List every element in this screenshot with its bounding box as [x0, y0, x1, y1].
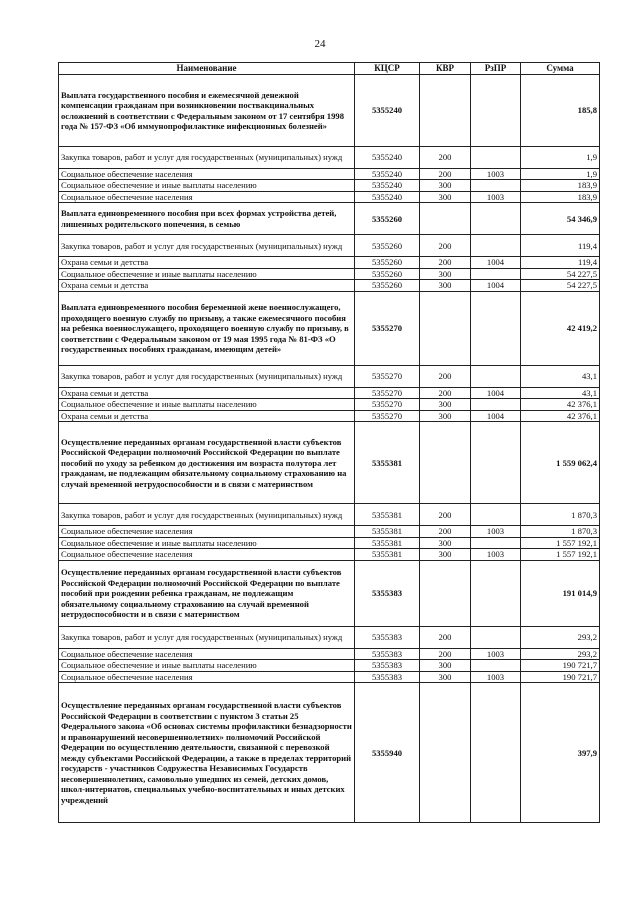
cell-rzpr [471, 660, 521, 671]
table-body [59, 75, 600, 823]
cell-kcsr: 5355383 [355, 671, 420, 682]
table-row [59, 660, 600, 671]
cell-rzpr: 1003 [471, 191, 521, 202]
cell-kcsr: 5355270 [355, 410, 420, 421]
cell-rzpr [471, 203, 521, 235]
table-row-section [59, 291, 600, 365]
cell-kcsr: 5355381 [355, 549, 420, 560]
table-row-section [59, 683, 600, 823]
cell-kcsr: 5355381 [355, 537, 420, 548]
cell-kvr: 200 [420, 365, 471, 387]
cell-kvr: 300 [420, 191, 471, 202]
cell-sum: 190 721,7 [521, 671, 600, 682]
cell-kcsr: 5355270 [355, 291, 420, 365]
cell-kvr: 300 [420, 671, 471, 682]
header-name: Наименование [59, 63, 355, 75]
cell-sum: 1,9 [521, 169, 600, 180]
cell-kvr [420, 203, 471, 235]
table-row [59, 537, 600, 548]
table-row [59, 235, 600, 257]
cell-name: Социальное обеспечение и иные выплаты населению [59, 660, 355, 671]
cell-sum: 54 346,9 [521, 203, 600, 235]
table-row-section [59, 422, 600, 504]
cell-sum: 191 014,9 [521, 560, 600, 626]
cell-kvr [420, 291, 471, 365]
table-row [59, 257, 600, 268]
cell-sum: 119,4 [521, 257, 600, 268]
cell-kvr: 300 [420, 180, 471, 191]
cell-rzpr: 1003 [471, 549, 521, 560]
cell-rzpr: 1003 [471, 648, 521, 659]
cell-rzpr [471, 560, 521, 626]
cell-sum: 293,2 [521, 648, 600, 659]
cell-kvr: 300 [420, 280, 471, 291]
cell-kcsr: 5355260 [355, 280, 420, 291]
cell-name: Закупка товаров, работ и услуг для государственных (муниципальных) нужд [59, 235, 355, 257]
cell-kvr: 200 [420, 147, 471, 169]
cell-kvr: 200 [420, 257, 471, 268]
cell-name: Закупка товаров, работ и услуг для государственных (муниципальных) нужд [59, 626, 355, 648]
cell-rzpr [471, 291, 521, 365]
cell-name: Социальное обеспечение и иные выплаты населению [59, 399, 355, 410]
table-row [59, 268, 600, 279]
cell-rzpr [471, 626, 521, 648]
cell-name: Охрана семьи и детства [59, 280, 355, 291]
table-row [59, 169, 600, 180]
cell-kcsr: 5355260 [355, 235, 420, 257]
cell-kcsr: 5355383 [355, 560, 420, 626]
header-kvr: КВР [420, 63, 471, 75]
cell-sum: 1 557 192,1 [521, 549, 600, 560]
cell-name: Закупка товаров, работ и услуг для государственных (муниципальных) нужд [59, 365, 355, 387]
cell-sum: 43,1 [521, 387, 600, 398]
cell-kvr: 300 [420, 660, 471, 671]
cell-sum: 42 376,1 [521, 410, 600, 421]
cell-rzpr: 1004 [471, 257, 521, 268]
cell-kvr: 200 [420, 626, 471, 648]
cell-sum: 54 227,5 [521, 268, 600, 279]
table-row [59, 387, 600, 398]
cell-kvr: 200 [420, 526, 471, 537]
cell-kcsr: 5355270 [355, 387, 420, 398]
table-row [59, 365, 600, 387]
cell-kvr: 300 [420, 410, 471, 421]
cell-kvr: 200 [420, 235, 471, 257]
table-row [59, 280, 600, 291]
cell-rzpr: 1004 [471, 410, 521, 421]
budget-table [58, 62, 600, 823]
cell-rzpr: 1004 [471, 387, 521, 398]
cell-name: Социальное обеспечение и иные выплаты населению [59, 180, 355, 191]
cell-name: Социальное обеспечение населения [59, 526, 355, 537]
cell-kcsr: 5355240 [355, 180, 420, 191]
cell-sum: 1 557 192,1 [521, 537, 600, 548]
cell-name: Охрана семьи и детства [59, 387, 355, 398]
table-row [59, 410, 600, 421]
cell-rzpr [471, 537, 521, 548]
cell-kvr: 200 [420, 504, 471, 526]
cell-rzpr [471, 683, 521, 823]
cell-kcsr: 5355383 [355, 648, 420, 659]
cell-kvr [420, 683, 471, 823]
table-row [59, 549, 600, 560]
cell-name: Социальное обеспечение и иные выплаты населению [59, 268, 355, 279]
cell-kcsr: 5355240 [355, 191, 420, 202]
cell-sum: 183,9 [521, 191, 600, 202]
cell-kcsr: 5355240 [355, 75, 420, 147]
cell-rzpr [471, 422, 521, 504]
cell-name: Охрана семьи и детства [59, 410, 355, 421]
cell-name: Выплата государственного пособия и ежемесячной денежной компенсации гражданам при возникновении поствакцинальных осложнений в соответствии с Федеральным законом от 17 сентября 1998 года № 157-ФЗ «Об иммунопрофилактике инфекционных болезней» [59, 75, 355, 147]
cell-kvr [420, 75, 471, 147]
cell-rzpr [471, 235, 521, 257]
cell-sum: 1,9 [521, 147, 600, 169]
cell-kcsr: 5355240 [355, 147, 420, 169]
cell-rzpr: 1003 [471, 671, 521, 682]
cell-name: Социальное обеспечение и иные выплаты населению [59, 537, 355, 548]
table-row [59, 626, 600, 648]
table-row [59, 180, 600, 191]
table-row-section [59, 560, 600, 626]
cell-kcsr: 5355260 [355, 257, 420, 268]
cell-sum: 1 870,3 [521, 504, 600, 526]
cell-name: Социальное обеспечение населения [59, 191, 355, 202]
cell-rzpr [471, 504, 521, 526]
cell-kvr [420, 422, 471, 504]
cell-sum: 54 227,5 [521, 280, 600, 291]
cell-kvr: 300 [420, 537, 471, 548]
cell-rzpr: 1003 [471, 169, 521, 180]
cell-name: Закупка товаров, работ и услуг для государственных (муниципальных) нужд [59, 147, 355, 169]
cell-kcsr: 5355260 [355, 268, 420, 279]
cell-sum: 185,8 [521, 75, 600, 147]
cell-rzpr [471, 399, 521, 410]
cell-rzpr [471, 365, 521, 387]
cell-sum: 1 870,3 [521, 526, 600, 537]
table-row [59, 648, 600, 659]
cell-rzpr: 1004 [471, 280, 521, 291]
cell-kvr: 200 [420, 387, 471, 398]
cell-sum: 190 721,7 [521, 660, 600, 671]
cell-rzpr [471, 268, 521, 279]
header-rzpr: РзПР [471, 63, 521, 75]
cell-name: Социальное обеспечение населения [59, 549, 355, 560]
cell-sum: 183,9 [521, 180, 600, 191]
cell-rzpr [471, 147, 521, 169]
table-row [59, 399, 600, 410]
cell-kcsr: 5355381 [355, 504, 420, 526]
cell-rzpr: 1003 [471, 526, 521, 537]
cell-kvr: 200 [420, 169, 471, 180]
cell-kvr: 200 [420, 648, 471, 659]
cell-kvr [420, 560, 471, 626]
cell-name: Осуществление переданных органам государственной власти субъектов Российской Федерации в соответствии с пунктом 3 статьи 25 Федерального закона «Об основах системы профилактики безнадзорности и правонарушений несовершеннолетних» полномочий Российской Федерации по осуществлению деятельности, связанной с перевозкой между субъектами Российской Федерации, а также в пределах территорий государств - участников Содружества Независимых Государств несовершеннолетних, самовольно ушедших из семей, детских домов, школ-интернатов, специальных учебно-воспитательных и иных детских учреждений [59, 683, 355, 823]
table-row [59, 191, 600, 202]
header-sum: Сумма [521, 63, 600, 75]
cell-rzpr [471, 75, 521, 147]
cell-kcsr: 5355381 [355, 422, 420, 504]
cell-name: Осуществление переданных органам государственной власти субъектов Российской Федерации полномочий Российской Федерации по выплате пособий при рождении ребенка гражданам, не подлежащим обязательному социальному страхованию на случай временной нетрудоспособности и в связи с материнством [59, 560, 355, 626]
cell-sum: 397,9 [521, 683, 600, 823]
cell-name: Осуществление переданных органам государственной власти субъектов Российской Федерации полномочий Российской Федерации по выплате пособий по уходу за ребенком до достижения им возраста полутора лет гражданам, не подлежащим обязательному социальному страхованию на случай временной нетрудоспособности и в связи с материнством [59, 422, 355, 504]
cell-sum: 1 559 062,4 [521, 422, 600, 504]
cell-kcsr: 5355381 [355, 526, 420, 537]
cell-name: Социальное обеспечение населения [59, 169, 355, 180]
cell-name: Выплата единовременного пособия беременной жене военнослужащего, проходящего военную службу по призыву, а также ежемесячного пособия на ребенка военнослужащего, проходящего военную службу по призыву, в соответствии с Федеральным законом от 19 мая 1995 года № 81-ФЗ «О государственных пособиях гражданам, имеющим детей» [59, 291, 355, 365]
cell-kcsr: 5355383 [355, 660, 420, 671]
cell-rzpr [471, 180, 521, 191]
cell-sum: 42 376,1 [521, 399, 600, 410]
table-row [59, 671, 600, 682]
table-header-row [59, 63, 600, 75]
cell-kcsr: 5355260 [355, 203, 420, 235]
page-number: 24 [314, 38, 326, 50]
cell-sum: 119,4 [521, 235, 600, 257]
cell-name: Социальное обеспечение населения [59, 648, 355, 659]
cell-kcsr: 5355940 [355, 683, 420, 823]
cell-kcsr: 5355240 [355, 169, 420, 180]
cell-kvr: 300 [420, 268, 471, 279]
cell-kvr: 300 [420, 399, 471, 410]
table-row [59, 147, 600, 169]
cell-kcsr: 5355270 [355, 365, 420, 387]
cell-sum: 43,1 [521, 365, 600, 387]
cell-sum: 42 419,2 [521, 291, 600, 365]
cell-kcsr: 5355383 [355, 626, 420, 648]
cell-name: Выплата единовременного пособия при всех формах устройства детей, лишенных родительского попечения, в семью [59, 203, 355, 235]
cell-sum: 293,2 [521, 626, 600, 648]
cell-name: Социальное обеспечение населения [59, 671, 355, 682]
table-row-section [59, 203, 600, 235]
table-row-section [59, 75, 600, 147]
table-row [59, 526, 600, 537]
table-row [59, 504, 600, 526]
cell-kvr: 300 [420, 549, 471, 560]
cell-kcsr: 5355270 [355, 399, 420, 410]
cell-name: Охрана семьи и детства [59, 257, 355, 268]
header-kcsr: КЦСР [355, 63, 420, 75]
cell-name: Закупка товаров, работ и услуг для государственных (муниципальных) нужд [59, 504, 355, 526]
